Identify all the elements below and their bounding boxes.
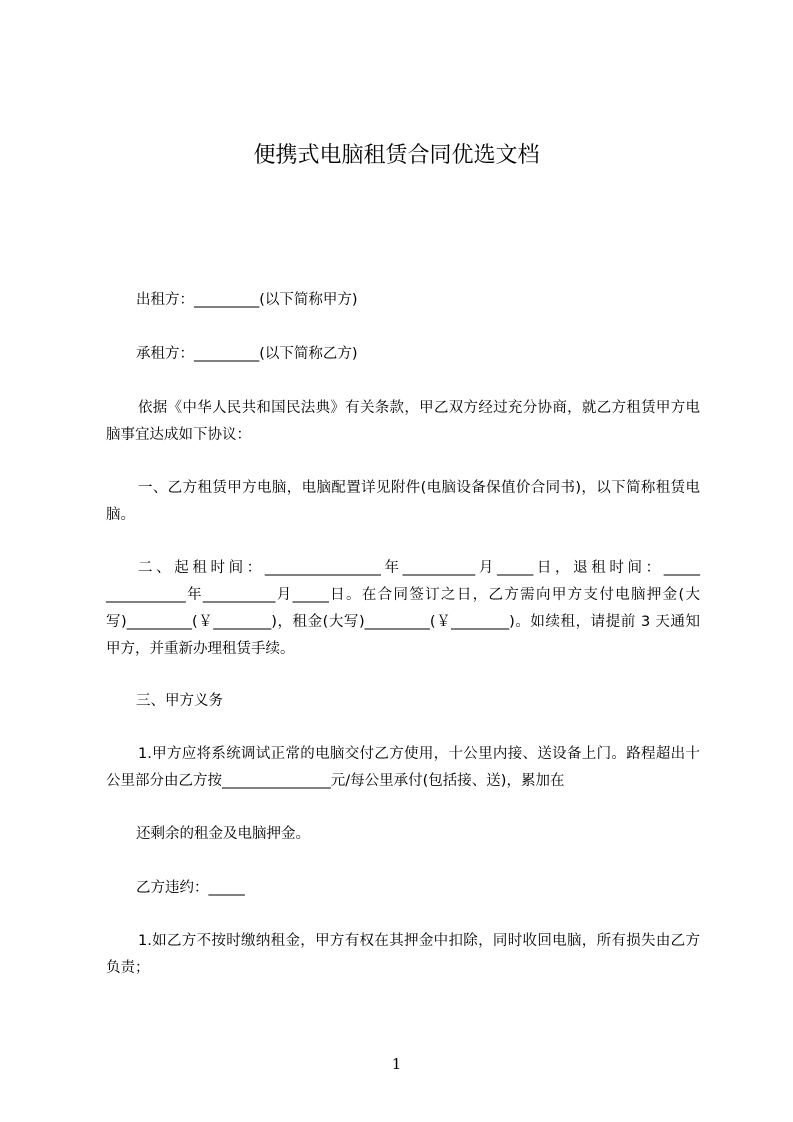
clause-1-paragraph: 一、乙方租赁甲方电脑，电脑配置详见附件(电脑设备保值价合同书)，以下简称租赁电脑。 [106, 480, 700, 523]
clause-2-paragraph: 二、起租时间：________________年__________月_____日，退租时间：_____ ___________年__________月_____日。在合同签订之日，乙方需向甲方支付电脑押金(大写)_________(￥________)，租金(大写)_________(￥________)。如续租，请提前 3 天通知甲方，并重新办理租赁手续。 [106, 560, 700, 657]
lessor-line: 出租方：_________(以下简称甲方) [136, 292, 358, 308]
lessor-duty-1-paragraph: 1.甲方应将系统调试正常的电脑交付乙方使用，十公里内接、送设备上门。路程超出十公里部分由乙方按_______________元/每公里承付(包括接、送)，累加在 [106, 746, 700, 789]
document-title: 便携式电脑租赁合同优选文档 [253, 143, 540, 168]
remaining-rent-line: 还剩余的租金及电脑押金。 [136, 826, 310, 842]
lessee-line: 承租方：_________(以下简称乙方) [136, 346, 358, 362]
preamble-paragraph: 依据《中华人民共和国民法典》有关条款，甲乙双方经过充分协商，就乙方租赁甲方电脑事宜达成如下协议： [106, 400, 700, 443]
clause-3-heading: 三、甲方义务 [136, 693, 223, 709]
lessee-breach-1-paragraph: 1.如乙方不按时缴纳租金，甲方有权在其押金中扣除，同时收回电脑，所有损失由乙方负责； [106, 933, 700, 976]
page-number: 1 [391, 1055, 402, 1073]
lessee-breach-heading: 乙方违约：_____ [136, 880, 245, 896]
